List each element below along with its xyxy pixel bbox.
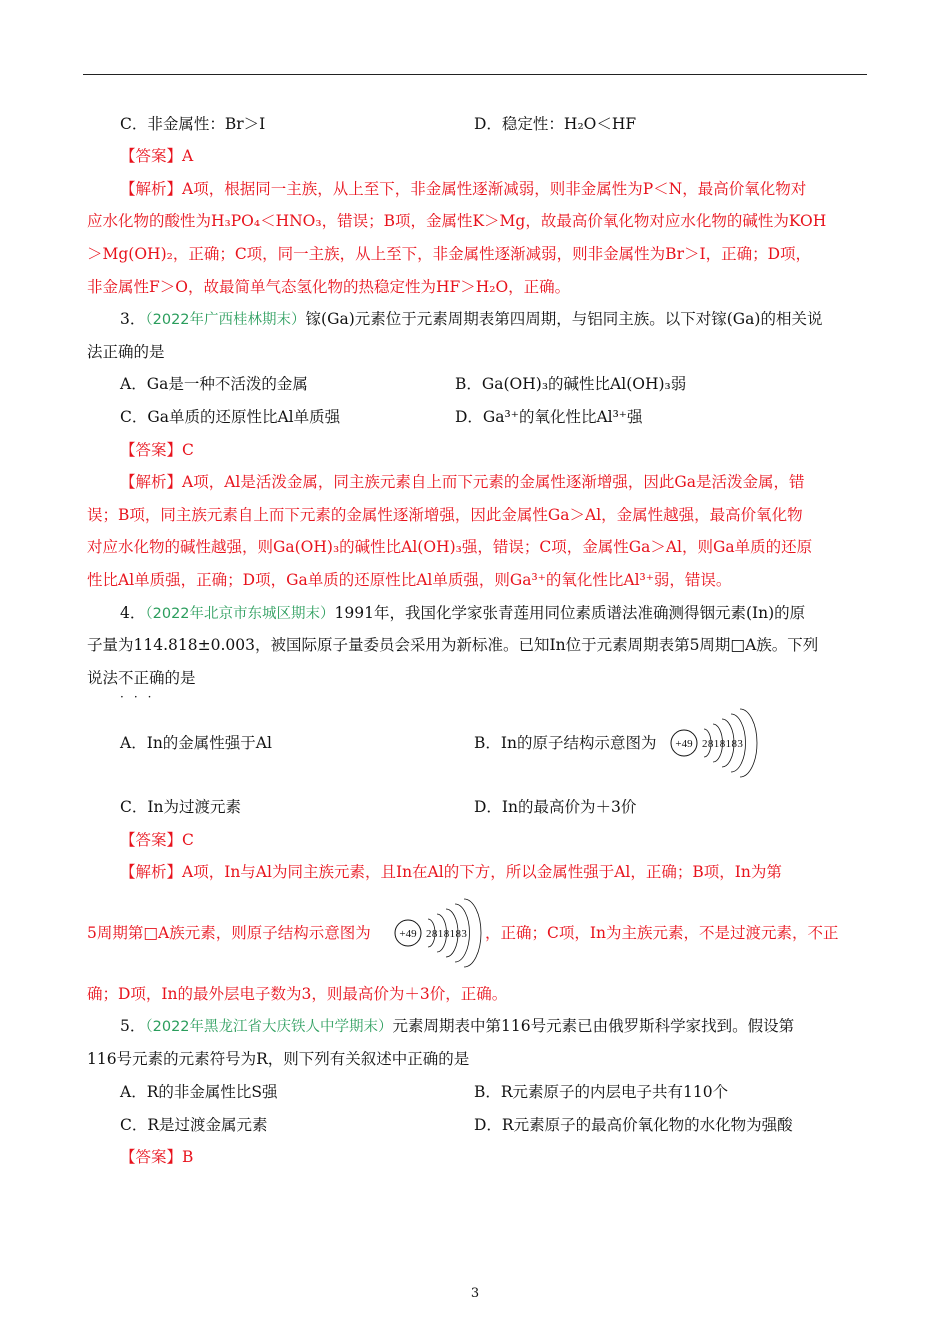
text-line	[474, 797, 636, 817]
line-text: B．Ga(OH)₃的碱性比Al(OH)₃弱	[455, 375, 687, 393]
line-text: 3．	[120, 310, 146, 328]
line-text: ＞Mg(OH)₂，正确；C项，同一主族，从上至下，非金属性逐渐减弱，则非金属性为Br＞I，正确；D项，	[87, 245, 812, 263]
line-text: 【答案】B	[120, 1148, 194, 1166]
text-line	[87, 570, 731, 590]
question-source: （2022年北京市东城区期末）	[145, 606, 335, 622]
line-text: 5周期第□A族元素，则原子结构示意图为	[87, 924, 371, 942]
text-line	[87, 984, 507, 1004]
text-line	[87, 1049, 469, 1069]
nucleus-charge: +49	[675, 738, 693, 750]
text-line	[474, 733, 657, 753]
text-line	[87, 244, 811, 264]
line-text: 对应水化物的碱性越强，则Ga(OH)₃的碱性比Al(OH)₃强，错误；C项，金属性Ga＞Al，则Ga单质的还原	[87, 538, 813, 556]
text-line	[87, 635, 818, 655]
text-line	[455, 374, 686, 394]
text-line	[120, 603, 805, 624]
text-line	[87, 923, 371, 943]
line-text: 5．	[120, 1017, 146, 1035]
line-text: 【答案】A	[120, 147, 194, 165]
line-text: 【解析】A项，Al是活泼金属，同主族元素自上而下元素的金属性逐渐增强，因此Ga是活泼金属，错	[120, 473, 805, 491]
line-text: 116号元素的元素符号为R，则下列有关叙述中正确的是	[87, 1050, 470, 1068]
text-line	[120, 1147, 193, 1167]
line-text: ，正确；C项，In为主族元素，不是过渡元素，不正	[485, 924, 839, 942]
line-text: 误；B项，同主族元素自上而下元素的金属性逐渐增强，因此金属性Ga＞Al，金属性越强，最高价氧化物	[87, 506, 803, 524]
text-line	[120, 440, 194, 460]
text-line	[120, 472, 804, 492]
line-text: C．R是过渡金属元素	[120, 1116, 268, 1134]
text-line	[120, 1082, 277, 1102]
line-text: A．In的金属性强于Al	[120, 734, 272, 752]
text-line	[120, 1016, 794, 1037]
line-text: 应水化物的酸性为H₃PO₄＜HNO₃，错误；B项，金属性K＞Mg，故最高价氧化物对应水化物的碱性为KOH	[87, 212, 827, 230]
text-line	[455, 407, 643, 427]
text-line	[120, 114, 265, 134]
emphasis-dots: ···	[120, 690, 162, 704]
line-text: 【解析】A项，根据同一主族，从上至下，非金属性逐渐减弱，则非金属性为P＜N，最高价氧化物对	[120, 180, 807, 198]
question-stem: 1991年，我国化学家张青莲用同位素质谱法准确测得铟元素(In)的原	[334, 604, 806, 622]
line-text: D．In的最高价为＋3价	[474, 798, 637, 816]
text-line	[87, 505, 803, 525]
line-text: A．Ga是一种不活泼的金属	[120, 375, 308, 393]
line-text: 【答案】C	[120, 831, 194, 849]
line-text: 性比Al单质强，正确；D项，Ga单质的还原性比Al单质强，则Ga³⁺的氧化性比Al³⁺弱，错误。	[87, 571, 732, 589]
text-line	[120, 309, 822, 330]
line-text: D．稳定性：H₂O＜HF	[474, 115, 637, 133]
line-text: C．In为过渡元素	[120, 798, 241, 816]
text-line	[120, 1115, 268, 1135]
text-line	[87, 668, 196, 688]
text-line	[120, 407, 340, 427]
nucleus-charge: +49	[399, 928, 417, 940]
text-line	[120, 797, 241, 817]
header-rule	[83, 74, 867, 75]
line-text: 确；D项，In的最外层电子数为3，则最高价为＋3价，正确。	[87, 985, 508, 1003]
question-source: （2022年广西桂林期末）	[145, 312, 306, 328]
line-text: 说法不正确的是	[87, 669, 196, 687]
text-line	[474, 114, 636, 134]
text-line	[87, 211, 826, 231]
question-stem: 镓(Ga)元素位于元素周期表第四周期，与铝同主族。以下对镓(Ga)的相关说	[305, 310, 823, 328]
line-text: 子量为114.818±0.003，被国际原子量委员会采用为新标准。已知In位于元素周期表第5周期□A族。下列	[87, 636, 819, 654]
line-text: 【解析】A项，In与Al为同主族元素，且In在Al的下方，所以金属性强于Al，正确；B项，In为第	[120, 863, 782, 881]
text-line	[120, 830, 194, 850]
text-line	[120, 374, 308, 394]
text-line	[485, 923, 838, 943]
atom-structure-diagram	[394, 893, 484, 973]
line-text: D．Ga³⁺的氧化性比Al³⁺强	[455, 408, 643, 426]
text-line	[474, 1115, 793, 1135]
question-source: （2022年黑龙江省大庆铁人中学期末）	[145, 1019, 393, 1035]
text-line	[120, 862, 782, 882]
line-text: C．Ga单质的还原性比Al单质强	[120, 408, 341, 426]
text-line	[120, 733, 272, 753]
text-line	[87, 277, 570, 297]
electron-shells: 2818183	[426, 928, 468, 940]
line-text: A．R的非金属性比S强	[120, 1083, 278, 1101]
line-text: 【答案】C	[120, 441, 194, 459]
line-text: B．R元素原子的内层电子共有110个	[474, 1083, 729, 1101]
line-text: C．非金属性：Br＞I	[120, 115, 266, 133]
question-stem: 元素周期表中第116号元素已由俄罗斯科学家找到。假设第	[392, 1017, 795, 1035]
text-line	[474, 1082, 728, 1102]
atom-structure-diagram	[670, 703, 760, 783]
text-line	[87, 537, 812, 557]
electron-shells: 2818183	[702, 738, 744, 750]
text-line	[87, 342, 165, 362]
line-text: D．R元素原子的最高价氧化物的水化物为强酸	[474, 1116, 793, 1134]
line-text: 法正确的是	[87, 343, 165, 361]
line-text: 非金属性F＞O，故最简单气态氢化物的热稳定性为HF＞H₂O，正确。	[87, 278, 571, 296]
line-text: 4．	[120, 604, 146, 622]
text-line	[120, 146, 193, 166]
line-text: B．In的原子结构示意图为	[474, 734, 657, 752]
page-number: 3	[470, 1286, 480, 1301]
text-line	[120, 179, 806, 199]
